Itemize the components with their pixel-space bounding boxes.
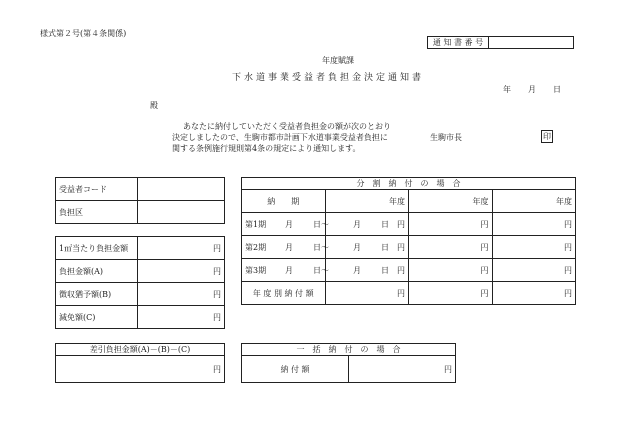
form-number: 様式第２号(第４条関係): [40, 29, 127, 38]
year-header-2: 年度: [409, 190, 493, 213]
burden-amount-field[interactable]: 円: [138, 260, 225, 283]
period-2-year-1[interactable]: 円: [325, 236, 409, 259]
exemption-amount-field[interactable]: 円: [138, 306, 225, 329]
notice-number-label: 通 知 書 番 号: [428, 37, 489, 49]
deferred-amount-field[interactable]: 円: [138, 283, 225, 306]
period-2-day: 日～: [313, 242, 329, 252]
net-amount-header: 差引負担金額(A)－(B)－(C): [56, 344, 225, 356]
period-3-year-2[interactable]: 円: [409, 259, 493, 282]
lump-sum-table: [241, 343, 456, 383]
document-title: 下水道事業受益者負担金決定通知書: [232, 73, 425, 83]
burden-district-label: 負担区: [56, 201, 138, 224]
period-1-year-1[interactable]: 円: [325, 213, 409, 236]
period-3-day: 日～: [313, 265, 329, 275]
lump-sum-header: 一 括 納 付 の 場 合: [242, 344, 456, 356]
table-row: [56, 306, 225, 329]
seal-mark: [541, 130, 553, 143]
beneficiary-code-label: 受益者コード: [56, 178, 138, 201]
table-row: [242, 282, 576, 305]
period-1-day: 日～: [313, 219, 329, 229]
net-amount-table: [55, 343, 225, 383]
period-2-cell: [242, 236, 389, 259]
amount-table: [55, 236, 225, 329]
period-2-year-2[interactable]: 円: [409, 236, 493, 259]
lump-sum-field[interactable]: 円: [349, 356, 456, 383]
year-header-3: 年度: [492, 190, 576, 213]
body-line-3: 関する条例施行規則第4条の規定により通知します。: [172, 144, 361, 153]
period-1-year-2[interactable]: 円: [409, 213, 493, 236]
table-row: [56, 260, 225, 283]
period-3-cell: [242, 259, 389, 282]
period-2-month2: 月: [353, 242, 361, 252]
period-3-month2: 月: [353, 265, 361, 275]
date-day: 日: [553, 85, 561, 94]
period-1-day2: 日: [381, 219, 389, 229]
yearly-total-3[interactable]: 円: [492, 282, 576, 305]
table-row: [242, 213, 576, 236]
body-line-2: 決定しましたので、生駒市都市計画下水道事業受益者負担に: [172, 133, 388, 142]
per-sqm-amount-label: 1㎡当たり負担金額: [56, 237, 138, 260]
period-3-year-3[interactable]: 円: [492, 259, 576, 282]
issuer-name: 生駒市長: [430, 133, 462, 142]
table-row: [242, 190, 576, 213]
addressee-suffix: 殿: [150, 101, 158, 110]
table-row: [56, 201, 225, 224]
period-2-month: 月: [285, 242, 293, 252]
period-1-month2: 月: [353, 219, 361, 229]
period-1-cell: [242, 213, 389, 236]
notice-number-box: [427, 36, 574, 49]
body-line-1: あなたに納付していただく受益者負担金の額が次のとおり: [183, 122, 391, 131]
beneficiary-code-field[interactable]: [138, 178, 225, 201]
period-2-day2: 日: [381, 242, 389, 252]
table-row: [56, 178, 225, 201]
date-year: 年: [503, 85, 511, 94]
table-row: [242, 356, 456, 383]
table-row: [242, 236, 576, 259]
seal-icon: 印: [543, 132, 551, 141]
period-3-year-1[interactable]: 円: [325, 259, 409, 282]
period-2-year-3[interactable]: 円: [492, 236, 576, 259]
installment-table: [241, 177, 576, 305]
year-assessment-label: 年度賦課: [322, 56, 354, 65]
period-2-label: 第2期: [245, 242, 267, 252]
period-header: 納 期: [242, 190, 326, 213]
period-3-month: 月: [285, 265, 293, 275]
burden-amount-label: 負担金額(A): [56, 260, 138, 283]
period-3-day2: 日: [381, 265, 389, 275]
installment-header: 分 割 納 付 の 場 合: [242, 178, 576, 190]
notice-number-field[interactable]: [489, 37, 574, 49]
year-header-1: 年度: [325, 190, 409, 213]
yearly-total-2[interactable]: 円: [409, 282, 493, 305]
period-1-month: 月: [285, 219, 293, 229]
exemption-amount-label: 減免額(C): [56, 306, 138, 329]
per-sqm-amount-field[interactable]: 円: [138, 237, 225, 260]
table-row: [56, 283, 225, 306]
burden-district-field[interactable]: [138, 201, 225, 224]
period-1-year-3[interactable]: 円: [492, 213, 576, 236]
period-3-label: 第3期: [245, 265, 267, 275]
yearly-total-1[interactable]: 円: [325, 282, 409, 305]
lump-sum-label: 納 付 額: [242, 356, 349, 383]
table-row: [56, 237, 225, 260]
deferred-amount-label: 徴収猶予額(B): [56, 283, 138, 306]
beneficiary-table: [55, 177, 225, 224]
yearly-total-label: 年 度 別 納 付 額: [242, 282, 326, 305]
net-amount-field[interactable]: 円: [56, 356, 225, 383]
period-1-label: 第1期: [245, 219, 267, 229]
date-month: 月: [528, 85, 536, 94]
table-row: [242, 259, 576, 282]
